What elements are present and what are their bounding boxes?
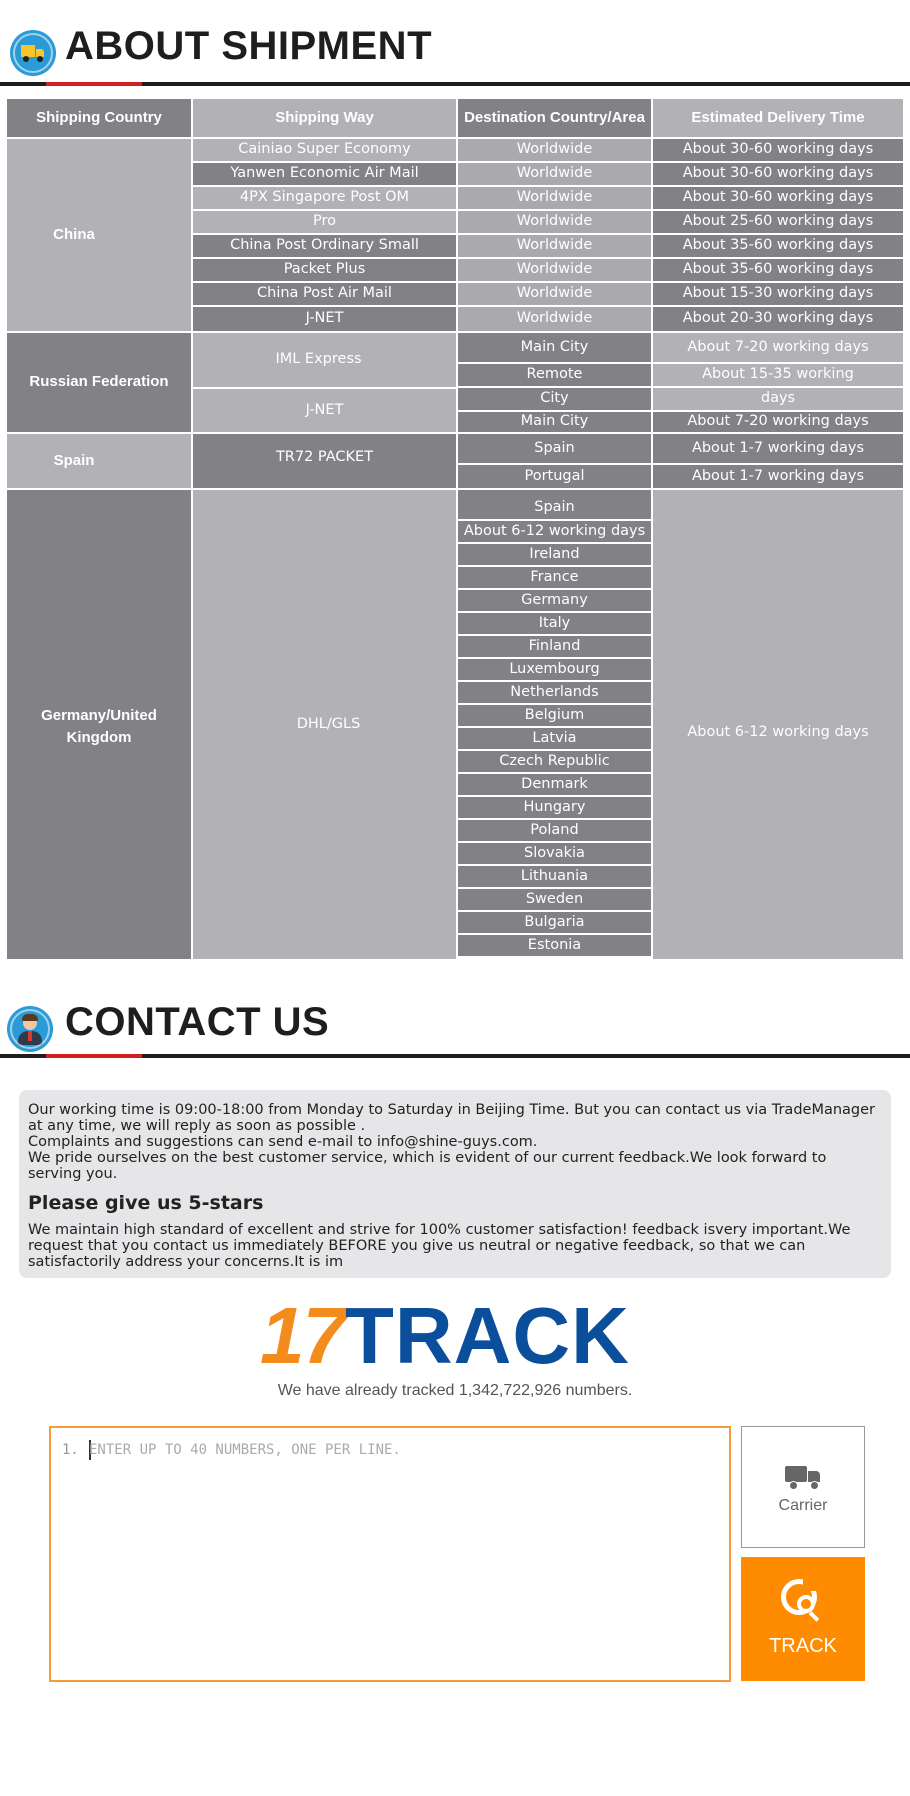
time-cell: About 30-60 working days bbox=[652, 186, 904, 210]
country-germany-uk: Germany/United Kingdom bbox=[6, 489, 192, 960]
dest-cell: Latvia bbox=[457, 727, 652, 750]
dest-cell: Worldwide bbox=[457, 282, 652, 306]
time-cell: days bbox=[652, 387, 904, 411]
dest-cell: Sweden bbox=[457, 888, 652, 911]
logo-number: 17 bbox=[260, 1291, 345, 1380]
way-cell: Cainiao Super Economy bbox=[192, 138, 457, 162]
dest-cell: Spain bbox=[457, 489, 652, 520]
way-cell: IML Express bbox=[192, 332, 457, 388]
dest-cell: Germany bbox=[457, 589, 652, 612]
dest-cell: About 6-12 working days bbox=[457, 520, 652, 543]
dest-cell: Italy bbox=[457, 612, 652, 635]
dest-cell: Bulgaria bbox=[457, 911, 652, 934]
dest-cell: Slovakia bbox=[457, 842, 652, 865]
header-destination: Destination Country/Area bbox=[457, 98, 652, 138]
dest-cell: Portugal bbox=[457, 464, 652, 489]
way-cell: Packet Plus bbox=[192, 258, 457, 282]
dest-cell: Luxembourg bbox=[457, 658, 652, 681]
country-russia: Russian Federation bbox=[6, 332, 192, 433]
complaints-text: Complaints and suggestions can send e-mail to info@shine-guys.com. bbox=[28, 1134, 538, 1150]
contact-section-header bbox=[0, 1000, 910, 1060]
way-cell: China Post Air Mail bbox=[192, 282, 457, 306]
dest-cell: Main City bbox=[457, 332, 652, 363]
dest-cell: Spain bbox=[457, 433, 652, 464]
time-cell: About 30-60 working days bbox=[652, 138, 904, 162]
dest-cell: Worldwide bbox=[457, 258, 652, 282]
contact-title: CONTACT US bbox=[65, 1000, 330, 1044]
way-cell: China Post Ordinary Small bbox=[192, 234, 457, 258]
time-cell: About 15-30 working days bbox=[652, 282, 904, 306]
time-cell: About 6-12 working days bbox=[652, 489, 904, 960]
dest-cell: Denmark bbox=[457, 773, 652, 796]
tracking-number-input[interactable] bbox=[87, 1440, 711, 1664]
way-cell: J-NET bbox=[192, 388, 457, 433]
shipment-section-header bbox=[0, 24, 910, 84]
country-spain: Spain bbox=[6, 433, 192, 489]
time-cell: About 30-60 working days bbox=[652, 162, 904, 186]
way-cell: TR72 PACKET bbox=[192, 433, 457, 489]
dest-cell: Belgium bbox=[457, 704, 652, 727]
header-delivery-time: Estimated Delivery Time bbox=[652, 98, 904, 138]
feedback-text: We maintain high standard of excellent and strive for 100% customer satisfaction! feedback isvery important.We request that you contact us immediately BEFORE you give us neutral or negative feedback, so that we can satisfactorily address your concerns.It is im bbox=[28, 1222, 851, 1270]
tracked-count-text: We have already tracked 1,342,722,926 numbers. bbox=[277, 1382, 633, 1399]
carrier-truck-icon bbox=[785, 1464, 821, 1488]
dest-cell: Poland bbox=[457, 819, 652, 842]
truck-icon bbox=[10, 30, 56, 76]
time-cell: About 1-7 working days bbox=[652, 433, 904, 464]
dest-cell: Finland bbox=[457, 635, 652, 658]
shipment-divider-accent bbox=[46, 82, 142, 86]
way-cell: Pro bbox=[192, 210, 457, 234]
five-stars-heading: Please give us 5-stars bbox=[28, 1192, 264, 1214]
tracking-number-box[interactable] bbox=[49, 1426, 731, 1682]
dest-cell: Main City bbox=[457, 411, 652, 433]
customer-service-text: We pride ourselves on the best customer service, which is evident of our current feedback.We look forward to serving you. bbox=[28, 1150, 827, 1182]
contact-divider-accent bbox=[46, 1054, 142, 1058]
way-cell: Yanwen Economic Air Mail bbox=[192, 162, 457, 186]
time-cell: About 25-60 working days bbox=[652, 210, 904, 234]
support-agent-icon bbox=[7, 1006, 53, 1052]
way-cell: 4PX Singapore Post OM bbox=[192, 186, 457, 210]
dest-cell: Netherlands bbox=[457, 681, 652, 704]
dest-cell: City bbox=[457, 387, 652, 411]
carrier-label: Carrier bbox=[778, 1497, 828, 1514]
track-search-icon bbox=[781, 1579, 825, 1623]
dest-cell: Hungary bbox=[457, 796, 652, 819]
track-label: TRACK bbox=[769, 1635, 837, 1657]
time-cell: About 15-35 working bbox=[652, 363, 904, 387]
dest-cell: Worldwide bbox=[457, 234, 652, 258]
time-cell: About 1-7 working days bbox=[652, 464, 904, 489]
logo-word: TRACK bbox=[344, 1291, 630, 1380]
shipping-table bbox=[6, 98, 904, 960]
dest-cell: France bbox=[457, 566, 652, 589]
17track-logo bbox=[260, 1291, 630, 1380]
way-cell: J-NET bbox=[192, 306, 457, 332]
dest-cell: Worldwide bbox=[457, 306, 652, 332]
dest-cell: Worldwide bbox=[457, 162, 652, 186]
track-button[interactable] bbox=[741, 1557, 865, 1681]
country-china: China bbox=[6, 138, 192, 332]
carrier-button[interactable] bbox=[741, 1426, 865, 1548]
header-shipping-way: Shipping Way bbox=[192, 98, 457, 138]
dest-cell: Remote bbox=[457, 363, 652, 387]
time-cell: About 35-60 working days bbox=[652, 234, 904, 258]
dest-cell: Estonia bbox=[457, 934, 652, 957]
shipment-title: ABOUT SHIPMENT bbox=[65, 24, 432, 68]
dest-cell: Czech Republic bbox=[457, 750, 652, 773]
line-number: 1. bbox=[62, 1442, 79, 1458]
time-cell: About 20-30 working days bbox=[652, 306, 904, 332]
working-time-text: Our working time is 09:00-18:00 from Monday to Saturday in Beijing Time. But you can contact us via TradeManager at any time, we will reply as soon as possible . bbox=[28, 1102, 876, 1134]
header-shipping-country: Shipping Country bbox=[6, 98, 192, 138]
time-cell: About 7-20 working days bbox=[652, 332, 904, 363]
dest-cell: Ireland bbox=[457, 543, 652, 566]
time-cell: About 35-60 working days bbox=[652, 258, 904, 282]
dest-cell: Worldwide bbox=[457, 210, 652, 234]
dest-cell: Worldwide bbox=[457, 186, 652, 210]
time-cell: About 7-20 working days bbox=[652, 411, 904, 433]
dest-cell: Lithuania bbox=[457, 865, 652, 888]
dest-cell: Worldwide bbox=[457, 138, 652, 162]
way-cell: DHL/GLS bbox=[192, 489, 457, 960]
contact-info-box bbox=[19, 1090, 891, 1278]
